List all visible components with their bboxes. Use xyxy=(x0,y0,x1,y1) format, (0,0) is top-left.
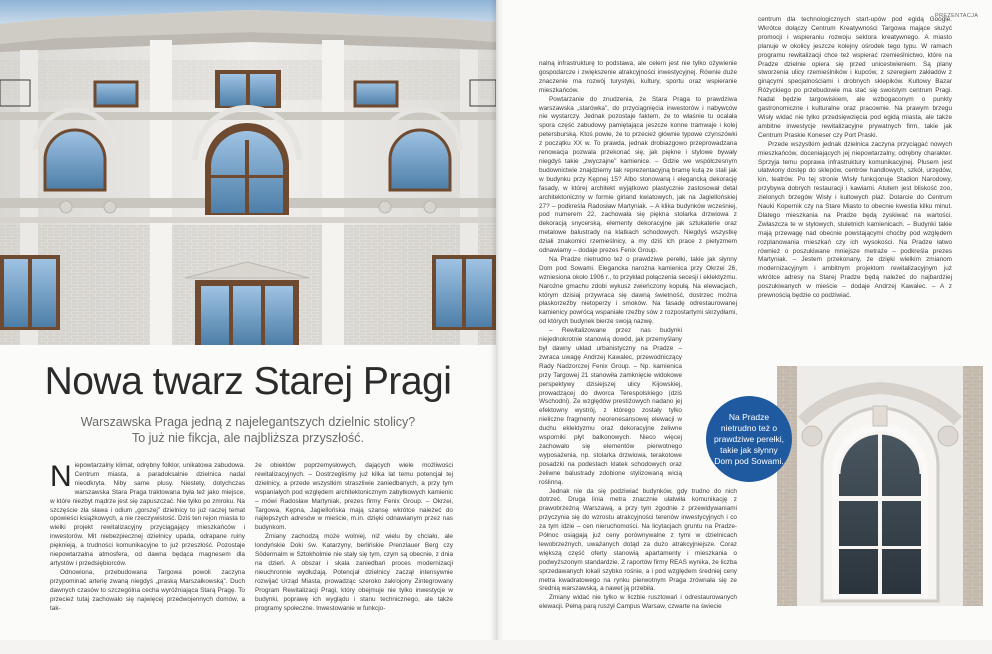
col1-paragraph-2: Odnowiona, przebudowana Targowa powoli zaczyna przypominać arterię zwaną niegdyś „praską Marszałkowską”. Duch dawnych czasów to szczególna cecha wyróżniająca Starą Pragę. To przecież tutaj zachowało się najwięcej przedwojennych domów, a tak- xyxy=(50,568,245,612)
page-gutter xyxy=(490,0,504,640)
pull-quote-circle: Na Pradze nietrudno też o prawdziwe perełki, takie jak słynny Dom pod Sowami. xyxy=(706,396,792,482)
col1-p1-text: iepowtarzalny klimat, odrębny folklor, unikatowa zabudowa. Centrum miasta, a paradoksalnie dzielnica nadal nieodkryta. Niby same plusy. Niestety, dotychczas warszawska Stara Praga traktowana była też jako miejsce, w które niezbyt mądrze jest się zapuszczać. Nie tylko po zmroku. Na szczęście zła sława i odium „gorszej” dzielnicy to już raczej temat opowieści książkowych, a nie rzeczywistość. Dziś ten rejon miasta to wielki projekt rewitalizacyjny przyciągający mieszkańców i inwestorów. Mit niebezpiecznej dzielnicy upada, odrapane ruiny pięknieją, a trudności komunikacyjne to już przeszłość. Pozostaje niepowtarzalna atmosfera, od dawna będąca magnesem dla artystów i przedsiębiorców. xyxy=(50,462,245,567)
building-facade-photo xyxy=(0,0,496,345)
col3-paragraph-5: Jednak nie da się podziwiać budynków, gdy trudno do nich dotrzeć. Druga linia metra znacznie ułatwiła komunikację z prawobrzeżną Warszawą, a przy tym zgodnie z przewidywaniami przyczynia się do wzrostu atrakcyjności terenów inwestycyjnych i co za tym idzie – cen nieruchomości. Na licytacjach gruntu na Pradze-Północ osiągają już ceny porównywalne z tymi w dzielnicach lewobrzeżnych, uważanych dotąd za dużo atrakcyjniejsze. Coraz większą część oferty stanowią apartamenty i mieszkania o podwyższonym standardzie. Z raportów firmy REAS wynika, że liczba sprzedawanych lokali szybko rośnie, a i pod względem średniej ceny metra kwadratowego na rynku pierwotnym Praga zrównała się ze średnią warszawską, a nawet ją przebiła. xyxy=(539,487,737,593)
article-subtitle xyxy=(0,414,496,446)
col3-paragraph-4: – Rewitalizowane przez nas budynki niejednokrotnie stanowią dowód, jak przemyślany był dawny układ urbanistyczny na Pradze – zwraca uwagę Andrzej Kawalec, przewodniczący Rady Nadzorczej Fenix Group. – Np. kamienica przy Targowej 21 stanowiła zamknięcie widokowe perspektywy dzisiejszej ulicy Kijowskiej, prowadzącej do dworca Terespolskiego (dziś Wschodni). Ze względów prestiżowych nadano jej efektowny wystrój, z którego zostały tylko nieliczne fragmenty neorenesansowej elewacji w duchu eklektyzmu oraz dekoracyjne żeliwne wsporniki płyt balkonowych. Nieco więcej zachowało się elementów pierwotnego wyposażenia, np. stolarka drzwiowa, terakotowe posadzki na podestach klatek schodowych oraz żeliwne balustrady zdobione stylizowaną wicią roślinną. xyxy=(539,327,682,486)
col4-paragraph-1: centrum dla technologicznych start-upów pod egidą Google. Wkrótce dołączy Centrum Kreatywności Targowa mające służyć promocji i wspieraniu rozwoju sektora kreatywnego. A miasto planuje w okolicy jeszcze kolejny ośrodek tego typu. W ramach programu rewitalizacji chce też wspierać rzemieślnictwo, które na Pradze dzielnie opiera się przed unicestwieniem. Są plany stworzenia ulicy rzemieślników i kupców, z szeregiem zakładów z ginącymi specjalnościami i drobnych sklepików. Kultowy Bazar Różyckiego po przebudowie ma stać się swoistym centrum Pragi. Nadal będzie targowiskiem, ale wzbogaconym o punkty gastronomiczne i kulturalne oraz pracownie. Na prawym brzegu Wisły widać nie tylko przedsięwzięcia pod egidą miasta, ale także ambitne inwestycje rewitalizacyjne prywatnych firm, takie jak Centrum Praskie Koneser czy Port Praski. xyxy=(758,16,952,139)
text-column-1 xyxy=(50,462,245,613)
col3-paragraph-1: nalną infrastrukturę to podstawa, ale celem jest nie tylko ożywienie gospodarcze i zwiększenie atrakcyjności inwestycyjnej. Równie duże znaczenie ma rozwój turystyki, kultury, sportu oraz wspieranie mieszkańców. xyxy=(539,60,737,94)
left-page xyxy=(0,0,496,640)
subtitle-line-1: Warszawska Praga jedną z najelegantszych dzielnic stolicy? xyxy=(80,415,416,429)
text-column-2 xyxy=(255,462,453,613)
col2-paragraph-2: Zmiany zachodzą może wolniej, niż wielu by chciało, ale londyńskie Doki św. Katarzyny, berlińskie Prenzlauer Berg czy Södermalm w Sztokholmie nie stały się tym, czym są obecnie, z dnia na dzień. A obszar i skala zaniedbań proces modernizacji nieuchronnie wydłużają. Potencjał dzielnicy zaczął intensywnie rozwijać Urząd Miasta, prowadząc szeroko zakrojony Zintegrowany Program Rewitalizacji Pragi, który obejmuje nie tylko inwestycje w budynki, poprawę ich wyglądu i stanu technicznego, ale także programy społeczne. Inwestowanie w funkcjo- xyxy=(255,533,453,612)
col3-paragraph-2: Powtarzanie do znudzenia, że Stara Praga to prawdziwa warszawska „starówka”, do przyciągnięcia inwestorów i nabywców nie wystarczy. Jednak pozostaje faktem, że to właśnie tu ocalała spora część zabudowy pamiętająca jeszcze konne tramwaje i kolej petersburską. Ktoś powie, że to przecież głównie typowe czynszówki z początku XX w. To prawda, jednak drobiazgowo przeprowadzana renowacja pozwala przekonać się, jak piękne i stylowe bywały niegdyś takie „zwyczajne” kamienice. – Gdzie we współczesnym budownictwie znajdziemy tak reprezentacyjną bramę kutą ze stali jak w budynku przy Kępnej 15? Albo stonowaną i elegancką dekorację fasady, w której architekt wyjątkowo plastycznie zastosował detal architektoniczny w formie girland kwiatowych, jak na Jagiellońskiej 27? – podkreśla Radosław Martyniak. – A klika budynków wcześniej, pod numerem 22, zachowała się piękna stolarka drzwiowa z dekoracją snycerską, elementy dekoracyjne jak sztukaterie oraz metalowe balustrady na klatkach schodowych. Niegdyś wszystkę działi znakomici rzemieślnicy, a my dziś ich prace z pietyzmem odnawiamy – dodaje prezes Fenix Group. xyxy=(539,95,737,255)
arched-window-photo xyxy=(777,366,983,606)
text-column-4 xyxy=(758,16,952,301)
col3-paragraph-6: Zmiany widać nie tylko w liczbie rusztowań i odrestaurowanych elewacji. Pełną parą ruszył Campus Warsaw, czwarte na świecie xyxy=(539,594,737,611)
col2-paragraph-1: że obiektów poprzemysłowych, dających wiele możliwości rewitalizacyjnych. – Dostrzegliśmy już kilka lat temu potencjał tej dzielnicy, a przede wszystkim straszliwie zaniedbanych, a przy tym wspaniałych pod względem architektonicznym zabytkowych kamienic – mówi Radosław Martyniak, prezes firmy Fenix Group. – Okrzei, Targowa, Kępna, Jagiellońska mają szansę wkrótce należeć do najlepszych adresów w mieście, m.in. dzięki odnawianym przez nas budynkom. xyxy=(255,462,453,532)
col4-paragraph-2: Przede wszystkim jednak dzielnica zaczyna przyciągać nowych mieszkańców, doceniających jej niepowtarzalny, odrębny charakter. Sprzyja temu poprawa infrastruktury komunikacyjnej. Plusem jest ułatwiony dostęp do sklepów, centrów handlowych, szkół, urzędów, kin, teatrów. Po tej stronie Wisły funkcjonuje Stadion Narodowy, przybywa dobrych restauracji i kawiarni. Atutem jest bliskość zoo, zielonych brzegów Wisły i kultowych plaż. Dotarcie do Centrum Nauki Kopernik czy na Stare Miasto to obecnie kwestia kilku minut. Dlatego mieszkania na Pradze będą zyskiwać na wartości. Zwłaszcza te w stylowych, stuletnich kamienicach. – Budynki takie mają przewagę nad obecnie powstającymi choćby pod względem rozplanowania mieszkań czy ich wysokości. Na Pradze łatwo również o poszukiwane mniejsze metraże – podkreśla prezes Martyniak. – Jestem przekonany, że dzięki wielkim zmianom modernizacyjnym i ambitnym projektom rewitalizacyjnym już wkrótce adresy na Starej Pradze będą należeć do najbardziej poszukiwanych w mieście – dodaje Andrzej Kawalec. – A z prewnością będzie co podziwiać. xyxy=(758,140,952,300)
article-headline: Nowa twarz Starej Pragi xyxy=(44,360,452,403)
text-column-3 xyxy=(539,60,737,612)
col1-paragraph-1 xyxy=(50,462,245,569)
col3-paragraph-3: Na Pradze nietrudno też o prawdziwe perełki, takie jak słynny Dom pod Sowami. Elegancka narożna kamienica przy Okrzei 26, wzniesiona około 1906 r., to przykład połączenia secesji i eklektyzmu. Narożne gmachu zdobi wykusz zwieńczony kopułą. Na elewacjach, którym dzisiaj przywraca się dawną świetność, dostrzec można płaskorzeźby nietoperzy i smoków. Na fasadę odrestaurowanej kamienicy powrócą wspaniałe rzeźby sów z rozpostartymi skrzydłami, od których budynek bierze swoją nazwę. xyxy=(539,255,737,326)
subtitle-line-2: To już nie fikcja, ale najbliższa przyszłość. xyxy=(131,431,365,445)
drop-cap: N xyxy=(50,460,72,493)
running-head: PREZENTACJA xyxy=(935,13,979,19)
